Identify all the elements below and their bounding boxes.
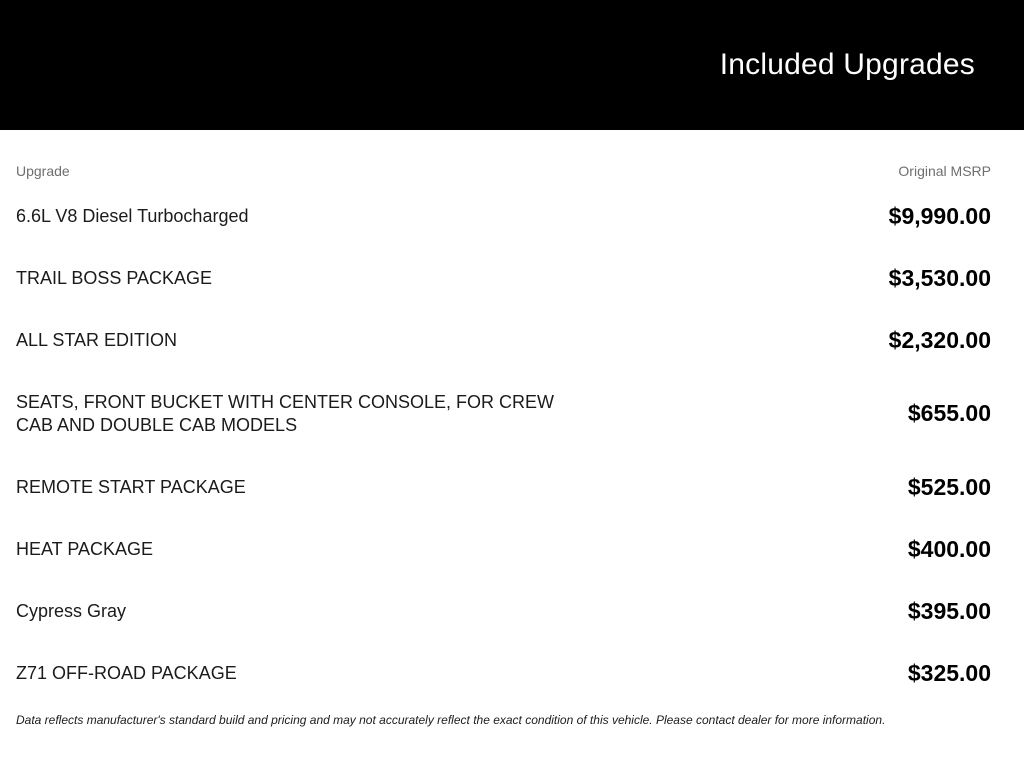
upgrades-panel bbox=[0, 163, 1024, 728]
upgrade-name: Z71 OFF-ROAD PACKAGE bbox=[16, 662, 237, 683]
table-row bbox=[16, 371, 991, 456]
page-title: Included Upgrades bbox=[719, 48, 975, 81]
table-row bbox=[16, 185, 991, 247]
upgrade-price: $3,530.00 bbox=[888, 264, 991, 291]
upgrade-price: $9,990.00 bbox=[888, 202, 991, 229]
table-row bbox=[16, 456, 991, 518]
upgrade-name: 6.6L V8 Diesel Turbocharged bbox=[16, 205, 249, 226]
table-column-headers bbox=[16, 163, 991, 179]
upgrade-name: REMOTE START PACKAGE bbox=[16, 476, 246, 497]
table-row bbox=[16, 580, 991, 642]
upgrade-name: SEATS, FRONT BUCKET WITH CENTER CONSOLE, FOR CREW CAB AND DOUBLE CAB MODELS bbox=[16, 391, 555, 435]
column-header-msrp: Original MSRP bbox=[898, 163, 991, 179]
column-header-upgrade: Upgrade bbox=[16, 163, 70, 179]
upgrade-price: $2,320.00 bbox=[888, 326, 991, 353]
upgrades-table bbox=[16, 185, 991, 704]
upgrade-price: $325.00 bbox=[907, 659, 991, 686]
upgrade-price: $395.00 bbox=[907, 597, 991, 624]
table-row bbox=[16, 518, 991, 580]
table-row bbox=[16, 642, 991, 704]
upgrade-name: HEAT PACKAGE bbox=[16, 538, 154, 559]
upgrade-price: $655.00 bbox=[907, 400, 991, 426]
disclaimer-text: Data reflects manufacturer's standard build and pricing and may not accurately reflect the exact condition of this vehicle. Please contact dealer for more information. bbox=[16, 713, 886, 727]
upgrade-price: $525.00 bbox=[907, 473, 991, 500]
table-row bbox=[16, 247, 991, 309]
header-bar bbox=[0, 0, 1024, 130]
upgrade-name: Cypress Gray bbox=[16, 600, 127, 621]
table-row bbox=[16, 309, 991, 371]
upgrade-name: TRAIL BOSS PACKAGE bbox=[16, 267, 213, 288]
upgrade-name: ALL STAR EDITION bbox=[16, 329, 178, 350]
upgrade-price: $400.00 bbox=[907, 535, 991, 562]
